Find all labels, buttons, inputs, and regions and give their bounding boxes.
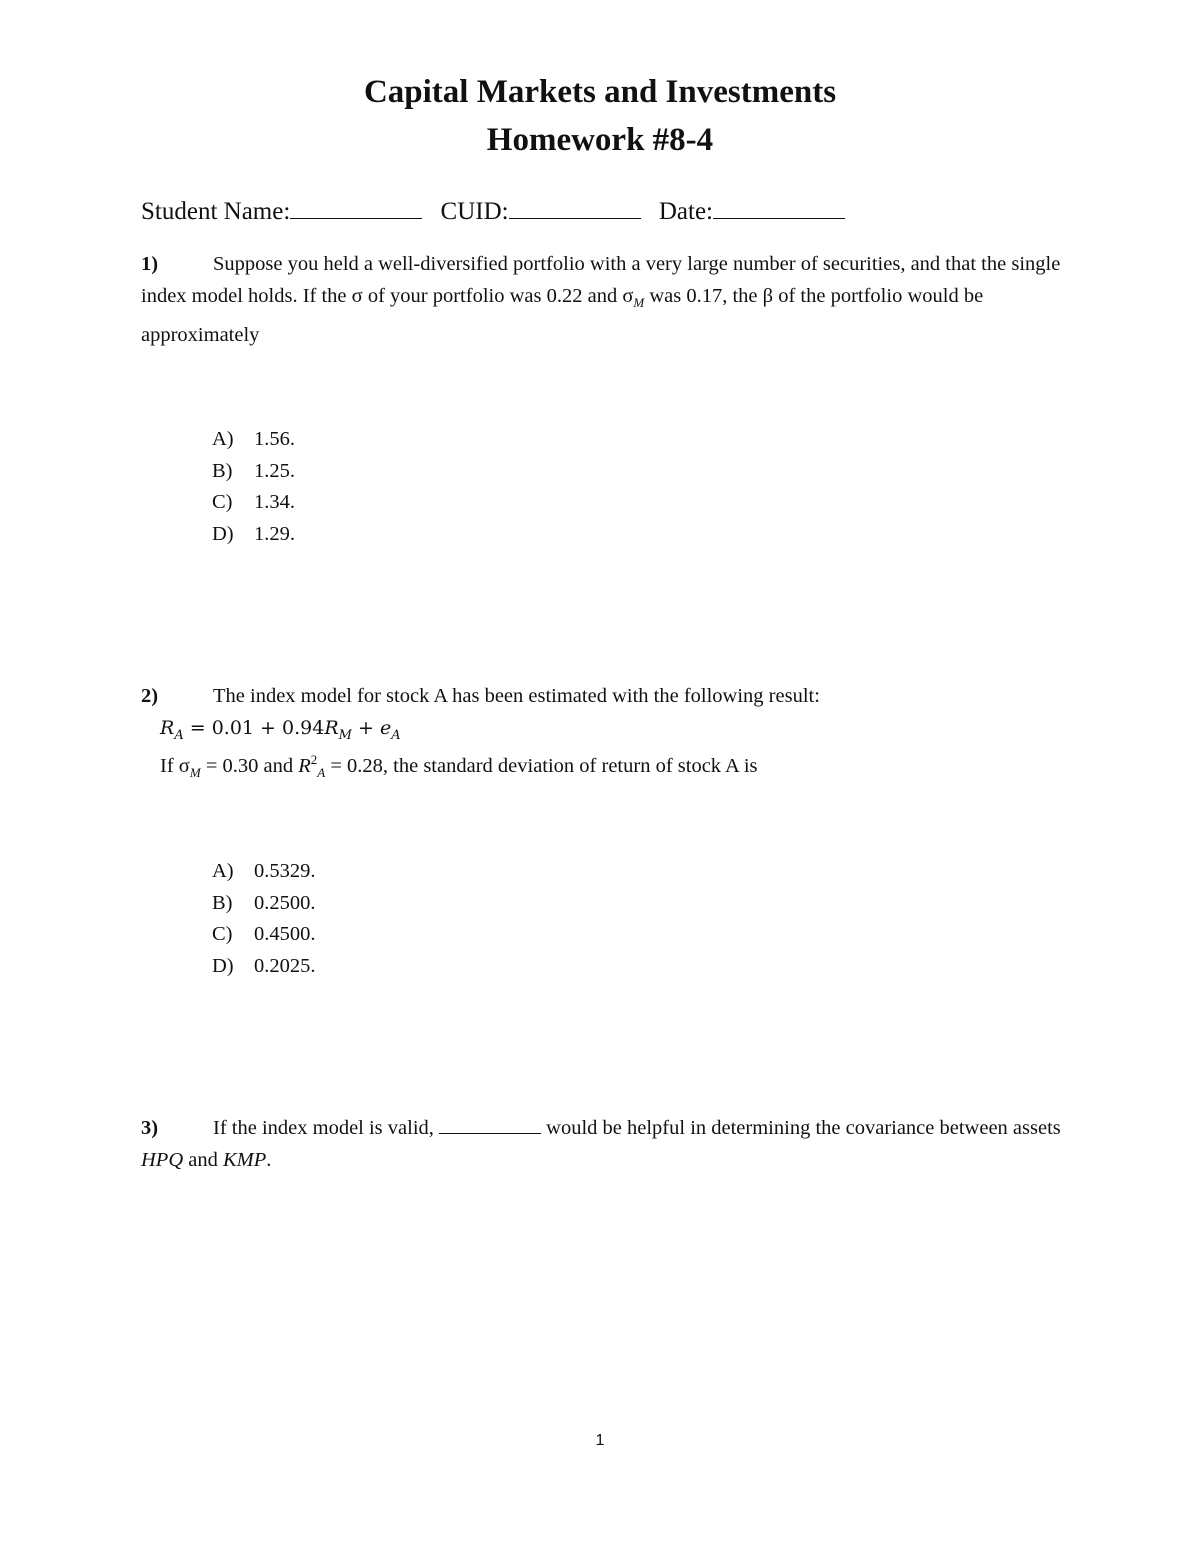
- choice-value: 0.4500.: [254, 923, 316, 945]
- cuid-field: [441, 198, 641, 225]
- choice-value: 0.5329.: [254, 860, 316, 882]
- choice-item[interactable]: [212, 888, 316, 920]
- student-name-field: [141, 198, 422, 225]
- choice-letter: D): [212, 954, 234, 977]
- homework-title: Homework #8-4: [486, 122, 714, 158]
- choice-item[interactable]: [212, 919, 316, 951]
- student-name-blank[interactable]: [290, 194, 422, 219]
- question-2: [141, 680, 1061, 712]
- choice-value: 1.25.: [254, 459, 295, 482]
- cond-if-sigma: If σ: [160, 754, 190, 777]
- choice-value: 1.56.: [254, 428, 295, 450]
- question-3-end: .: [266, 1149, 272, 1171]
- student-name-label: Student Name:: [141, 198, 291, 225]
- choice-item[interactable]: [212, 856, 316, 888]
- question-3-text-part2: would be helpful in determining the covariance between assets: [541, 1117, 1061, 1139]
- eq-plus: +: [351, 717, 380, 739]
- eq-sub-m: M: [338, 727, 352, 743]
- choice-value: 0.2025.: [254, 954, 316, 977]
- choice-item[interactable]: [212, 487, 295, 519]
- choice-letter: A): [212, 860, 234, 882]
- cond-mid: = 0.30 and: [200, 754, 299, 777]
- choice-value: 0.2500.: [254, 891, 316, 914]
- question-2-choices: [212, 856, 316, 982]
- question-3-blank[interactable]: [439, 1113, 541, 1134]
- question-3-text-part1: If the index model is valid,: [213, 1117, 440, 1139]
- choice-letter: D): [212, 522, 234, 545]
- choice-value: 1.34.: [254, 491, 295, 513]
- eq-sub-a: A: [174, 727, 184, 743]
- choice-letter: B): [212, 459, 233, 482]
- choice-letter: A): [212, 428, 234, 450]
- date-blank[interactable]: [713, 194, 845, 219]
- question-3-asset1: HPQ: [141, 1149, 184, 1171]
- eq-r2: R: [324, 717, 339, 739]
- choice-item[interactable]: [212, 951, 316, 983]
- cond-r: R: [298, 754, 311, 777]
- question-3-number: 3): [141, 1117, 159, 1139]
- choice-letter: C): [212, 923, 233, 945]
- cuid-blank[interactable]: [509, 194, 641, 219]
- question-3-asset2: KMP: [223, 1149, 267, 1171]
- choice-letter: B): [212, 891, 233, 914]
- question-1-number: 1): [141, 253, 159, 275]
- choice-value: 1.29.: [254, 522, 295, 545]
- page-number: 1: [595, 1432, 605, 1449]
- eq-mid: = 0.01 + 0.94: [183, 717, 325, 739]
- date-label: Date:: [658, 198, 713, 225]
- cond-sub-m: M: [189, 764, 201, 780]
- question-2-condition: [160, 744, 758, 789]
- question-2-text: The index model for stock A has been estimated with the following result:: [213, 685, 820, 707]
- choice-item[interactable]: [212, 456, 295, 488]
- cuid-label: CUID:: [440, 198, 509, 225]
- question-1-choices: [212, 424, 295, 550]
- course-title: Capital Markets and Investments: [363, 74, 837, 110]
- eq-e: e: [379, 717, 392, 739]
- date-field: [659, 198, 845, 225]
- question-1-text-part2: was 0.17, the β of the portfolio would be approximately: [141, 285, 984, 347]
- eq-r: R: [160, 717, 175, 739]
- question-1-sub-m: M: [633, 295, 645, 311]
- eq-sub-a2: A: [391, 727, 401, 743]
- cond-sub-a: A: [317, 764, 326, 780]
- question-1: [141, 248, 1061, 351]
- question-1-text-part1: Suppose you held a well-diversified portfolio with a very large number of securities, and that the single index model holds. If the σ of your portfolio was 0.22 and σ: [141, 253, 1061, 307]
- cond-end: = 0.28, the standard deviation of return of stock A is: [325, 754, 758, 777]
- student-info-line: [141, 194, 857, 228]
- choice-letter: C): [212, 491, 233, 513]
- choice-item[interactable]: [212, 424, 295, 456]
- cond-sup: 2: [310, 752, 318, 767]
- question-2-number: 2): [141, 685, 159, 707]
- choice-item[interactable]: [212, 519, 295, 551]
- question-3-and: and: [183, 1149, 223, 1171]
- question-3: [141, 1112, 1061, 1176]
